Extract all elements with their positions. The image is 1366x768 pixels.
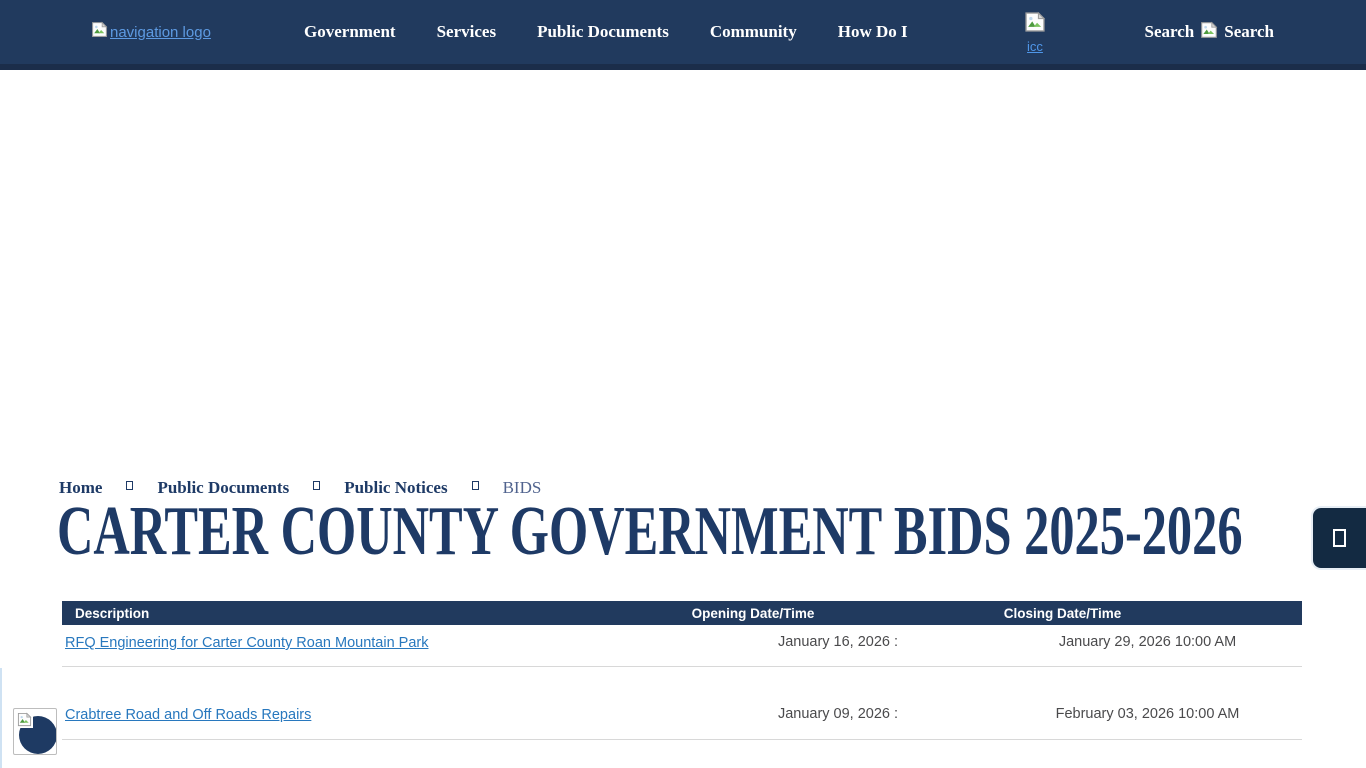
main-menu — [304, 0, 908, 64]
table-row — [62, 667, 1302, 740]
search-label: Search — [1144, 22, 1195, 41]
side-tab-button[interactable] — [1313, 508, 1366, 568]
opening-date: January 09, 2026 : — [777, 706, 899, 722]
column-header-opening: Opening Date/Time — [691, 605, 815, 621]
breadcrumb-public-documents[interactable]: Public Documents — [157, 478, 290, 497]
menu-item-services[interactable]: Services — [436, 22, 497, 41]
breadcrumb-separator-icon — [313, 481, 320, 490]
column-header-description: Description — [75, 605, 150, 621]
breadcrumb-home[interactable]: Home — [59, 478, 103, 497]
search-icon — [1200, 21, 1218, 44]
page-title: CARTER COUNTY GOVERNMENT BIDS 2025-2026 — [57, 493, 1243, 570]
bid-link-crabtree-road[interactable]: Crabtree Road and Off Roads Repairs — [65, 707, 312, 723]
broken-image-icon — [1024, 11, 1046, 38]
breadcrumb-separator-icon — [126, 481, 133, 490]
accessibility-widget-button[interactable] — [13, 708, 57, 755]
logo-alt-text: navigation logo — [110, 23, 211, 41]
closing-date: February 03, 2026 10:00 AM — [1055, 706, 1240, 722]
bids-table — [62, 601, 1302, 740]
opening-date: January 16, 2026 : — [777, 634, 899, 650]
icc-link[interactable] — [1024, 11, 1046, 54]
left-edge-accent-line — [0, 668, 2, 768]
menu-item-how-do-i[interactable]: How Do I — [837, 22, 908, 41]
breadcrumb-separator-icon — [472, 481, 479, 490]
icc-alt-text: icc — [1027, 39, 1043, 54]
broken-image-icon — [16, 711, 33, 728]
bid-link-rfq-engineering[interactable]: RFQ Engineering for Carter County Roan Mountain Park — [65, 635, 429, 651]
menu-item-community[interactable]: Community — [709, 22, 797, 41]
missing-glyph-square-icon — [1333, 529, 1346, 547]
site-logo-link[interactable] — [91, 0, 211, 64]
column-header-closing: Closing Date/Time — [1003, 605, 1122, 621]
breadcrumb-public-notices[interactable]: Public Notices — [344, 478, 448, 497]
menu-item-public-documents[interactable]: Public Documents — [537, 22, 669, 41]
broken-image-icon — [91, 21, 108, 43]
closing-date: January 29, 2026 10:00 AM — [1058, 634, 1237, 650]
bids-table-header — [62, 601, 1302, 625]
search-button[interactable] — [1145, 0, 1275, 64]
table-row — [62, 625, 1302, 667]
breadcrumb-current-bids: BIDS — [502, 478, 542, 497]
top-navigation-bar — [0, 0, 1366, 70]
search-icon-alt-text: Search — [1224, 22, 1274, 41]
menu-item-government[interactable]: Government — [304, 22, 396, 41]
